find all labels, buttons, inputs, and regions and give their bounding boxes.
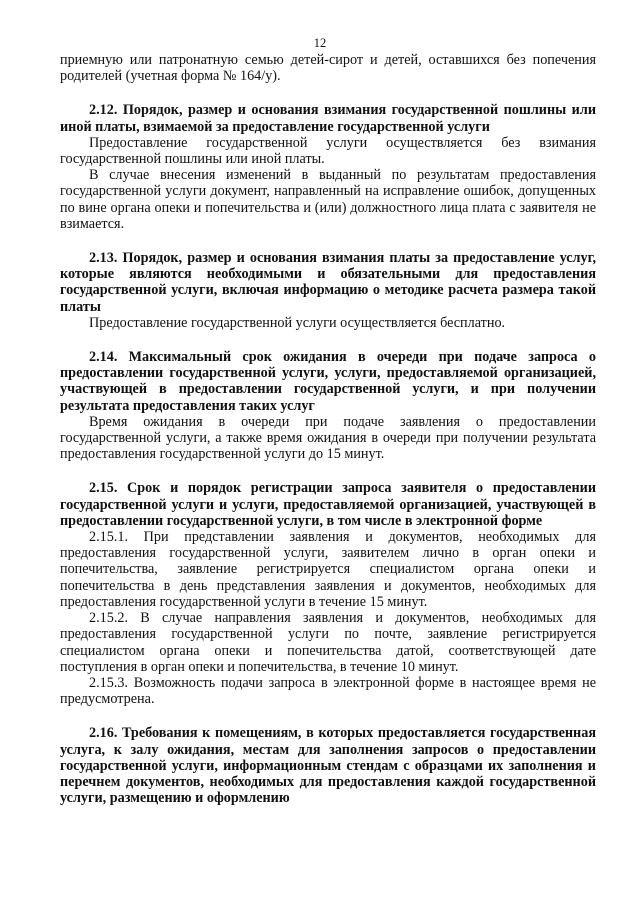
section-2-13-heading: 2.13. Порядок, размер и основания взимания платы за предоставление услуг, которые являются необходимыми и обязательными для предоставления государственной услуги, включая информацию о методике расчета размера такой платы: [60, 250, 596, 315]
section-2-16-heading: 2.16. Требования к помещениям, в которых предоставляется государственная услуга, к залу ожидания, местам для заполнения запросов о предоставлении государственной услуги, информационным стендам с образцами их заполнения и перечнем документов, необходимых для предоставления каждой государственной услуги, размещению и оформлению: [60, 725, 596, 807]
page-number: 12: [313, 36, 327, 50]
document-body: [60, 52, 596, 806]
section-2-15-heading: 2.15. Срок и порядок регистрации запроса заявителя о предоставлении государственной услуги и услуги, предоставляемой организацией, участвующей в предоставлении государственной услуги, в том числе в электронной форме: [60, 480, 596, 529]
section-2-12-paragraph-1: Предоставление государственной услуги осуществляется без взимания государственной пошлины или иной платы.: [60, 134, 596, 168]
section-2-15-1-paragraph: 2.15.1. При представлении заявления и документов, необходимых для предоставления государственной услуги, заявителем лично в орган опеки и попечительства, заявление регистрируется специалистом органа опеки и попечительства в день представления заявления и документов, необходимых для предоставления государственной услуги в течение 15 минут.: [60, 529, 596, 610]
intro-paragraph: приемную или патронатную семью детей-сирот и детей, оставшихся без попечения родителей (учетная форма № 164/у).: [60, 52, 596, 85]
section-2-14-heading: 2.14. Максимальный срок ожидания в очереди при подаче запроса о предоставлении государственной услуги, услуги, предоставляемой организацией, участвующей в предоставлении государственной услуги, и при получении результата предоставления таких услуг: [60, 349, 596, 414]
section-2-12-heading: 2.12. Порядок, размер и основания взимания государственной пошлины или иной платы, взимаемой за предоставление государственной услуги: [60, 102, 596, 135]
section-2-14-paragraph-1: Время ожидания в очереди при подаче заявления о предоставлении государственной услуги, а также время ожидания в очереди при получении результата предоставления государственной услуги до 15 минут.: [60, 413, 596, 463]
section-2-13-paragraph-1: Предоставление государственной услуги осуществляется бесплатно.: [89, 314, 506, 331]
section-2-15-3-paragraph: 2.15.3. Возможность подачи запроса в электронной форме в настоящее время не предусмотрена.: [60, 674, 596, 708]
section-2-15-2-paragraph: 2.15.2. В случае направления заявления и документов, необходимых для предоставления государственной услуги по почте, заявление регистрируется специалистом органа опеки и попечительства датой, соответствующей дате поступления в орган опеки и попечительства, в течение 10 минут.: [60, 610, 596, 675]
section-2-12-paragraph-2: В случае внесения изменений в выданный по результатам предоставления государственной услуги документ, направленный на исправление ошибок, допущенных по вине органа опеки и попечительства и (или) должностного лица плата с заявителя не взимается.: [60, 167, 596, 232]
